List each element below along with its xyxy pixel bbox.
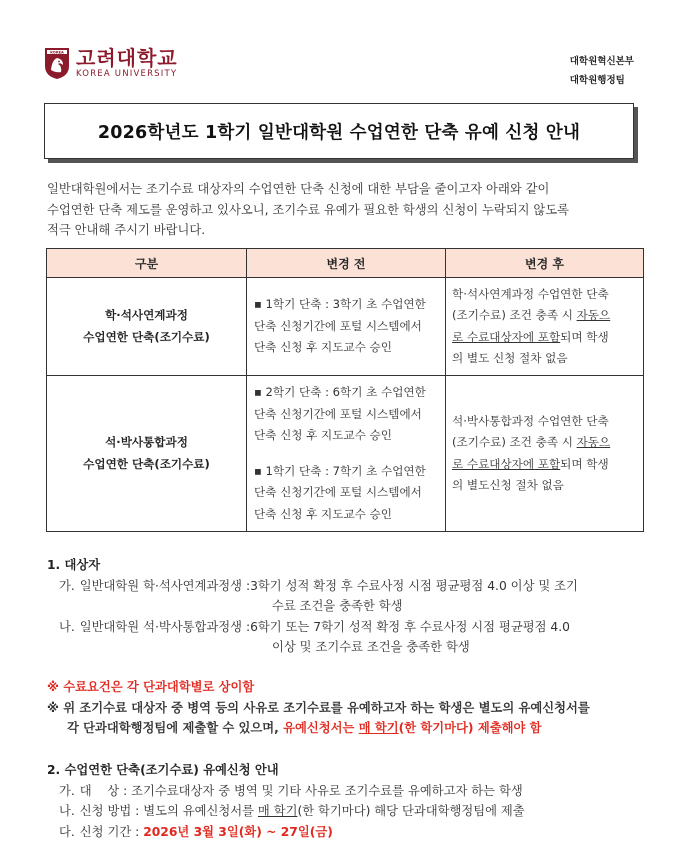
list-item	[59, 822, 647, 843]
after-underlined-text: 자동으	[576, 308, 611, 322]
item-label: 신청 방법 :	[79, 804, 144, 818]
note-requirements: ※ 수료요건은 각 단과대학별로 상이함	[47, 680, 255, 694]
item-label: 일반대학원 학·석사연계과정생 :	[79, 578, 251, 593]
section-deferral-guide	[47, 760, 647, 842]
list-item	[59, 801, 647, 822]
before-line: 단축 신청 후 지도교수 승인	[254, 428, 392, 442]
category-line: 수업연한 단축(조기수료)	[83, 329, 210, 344]
table-row	[47, 278, 644, 376]
after-text: 되며 학생	[560, 456, 609, 471]
list-item	[59, 781, 647, 802]
logo-english-text: KOREA UNIVERSITY	[76, 68, 178, 79]
table-header-row	[47, 249, 644, 278]
note-red-text: (한 학기마다) 제출해야 함	[398, 721, 542, 735]
intro-line: 수업연한 단축 제도를 운영하고 있사오니, 조기수료 유예가 필요한 학생의 신청이 누락되지 않도록	[47, 202, 570, 217]
before-line: ▪ 2학기 단축 : 6학기 초 수업연한	[254, 385, 426, 399]
logo-korean-text: 고려대학교	[76, 45, 178, 70]
before-line: 단축 신청 후 지도교수 승인	[254, 506, 392, 521]
after-text: (조기수료) 조건 충족 시	[452, 308, 577, 322]
item-label: 대 상 :	[79, 783, 132, 798]
after-text: (조기수료) 조건 충족 시	[452, 435, 577, 449]
dept-line-1: 대학원혁신본부	[569, 56, 634, 67]
application-period: 2026년 3월 3일(화) ~ 27일(금)	[143, 824, 333, 839]
category-cell	[47, 376, 247, 532]
after-line	[452, 327, 637, 349]
item-text: 6학기 또는 7학기 성적 확정 후 수료사정 시점 평균평점 4.0	[250, 619, 570, 634]
before-line: 단축 신청기간에 포털 시스템에서	[254, 485, 422, 499]
before-line: 단축 신청 후 지도교수 승인	[254, 340, 392, 355]
item-underlined-text: 매 학기	[257, 804, 298, 818]
after-line: 의 별도 신청 절차 없음	[452, 351, 568, 365]
note-deferral-continued	[47, 718, 647, 739]
category-line: 석·박사통합과정	[105, 435, 188, 449]
before-cell	[247, 278, 446, 376]
item-text: 조기수료대상자 중 병역 및 기타 사유로 조기수료를 유예하고자 하는 학생	[131, 783, 523, 798]
after-underlined-text: 자동으	[576, 435, 611, 449]
header-after: 변경 후	[446, 249, 644, 278]
section-heading: 1. 대상자	[47, 558, 101, 572]
after-line: 학·석사연계과정 수업연한 단축	[452, 286, 609, 301]
after-line	[452, 305, 637, 327]
header-category: 구분	[47, 249, 247, 278]
department-label	[570, 52, 634, 90]
note-red-text: 유예신청서는	[283, 721, 359, 735]
header	[44, 46, 644, 86]
title-box	[44, 103, 634, 159]
item-marker: 가.	[59, 578, 75, 593]
item-label: 일반대학원 석·박사통합과정생 :	[79, 619, 251, 634]
note-red-underlined: 매 학기	[358, 721, 399, 735]
before-line: ▪ 1학기 단축 : 7학기 초 수업연한	[254, 463, 426, 478]
before-line: ▪ 1학기 단축 : 3학기 초 수업연한	[254, 297, 426, 312]
university-seal-icon	[44, 46, 70, 80]
intro-line: 일반대학원에서는 조기수료 대상자의 수업연한 단축 신청에 대한 부담을 줄이고자 아래와 같이	[47, 182, 550, 196]
after-text: 되며 학생	[560, 329, 609, 344]
item-label: 신청 기간 :	[79, 824, 144, 839]
note-deferral: ※ 위 조기수료 대상자 중 병역 등의 사유로 조기수료를 유예하고자 하는 학생은 별도의 유예신청서를	[47, 700, 590, 715]
section-eligibility	[47, 555, 647, 658]
before-line: 단축 신청기간에 포털 시스템에서	[254, 318, 422, 333]
note-text: 각 단과대학행정팀에 제출할 수 있으며,	[67, 721, 284, 735]
item-text-continued: 수료 조건을 충족한 학생	[272, 599, 403, 613]
after-line	[452, 454, 637, 476]
list-item	[59, 617, 647, 638]
seal-text: KOREA	[50, 50, 64, 55]
intro-paragraph	[47, 179, 647, 241]
after-line	[452, 432, 637, 454]
category-line: 학·석사연계과정	[105, 308, 188, 322]
section-heading: 2. 수업연한 단축(조기수료) 유예신청 안내	[47, 763, 279, 777]
university-logo	[44, 46, 178, 80]
page-title: 2026학년도 1학기 일반대학원 수업연한 단축 유예 신청 안내	[97, 122, 581, 143]
after-cell	[446, 376, 644, 532]
dept-line-2: 대학원행정팀	[569, 75, 625, 86]
item-text: 별도의 유예신청서를	[143, 804, 258, 818]
after-underlined-text: 로 수료대상자에 포함	[452, 456, 561, 471]
after-line: 의 별도신청 절차 없음	[452, 478, 564, 492]
header-before: 변경 전	[247, 249, 446, 278]
category-line: 수업연한 단축(조기수료)	[83, 456, 210, 471]
item-marker: 가.	[59, 783, 75, 798]
item-text: 3학기 성적 확정 후 수료사정 시점 평균평점 4.0 이상 및 조기	[250, 578, 578, 593]
after-line: 석·박사통합과정 수업연한 단축	[452, 413, 609, 428]
notes	[47, 677, 647, 739]
category-cell	[47, 278, 247, 376]
intro-line: 적극 안내해 주시기 바랍니다.	[47, 223, 206, 237]
table-row	[47, 376, 644, 532]
item-marker: 다.	[59, 824, 75, 839]
comparison-table	[46, 248, 644, 532]
before-cell	[247, 376, 446, 532]
before-line: 단축 신청기간에 포털 시스템에서	[254, 406, 422, 421]
after-underlined-text: 로 수료대상자에 포함	[452, 329, 561, 344]
after-cell	[446, 278, 644, 376]
item-marker: 나.	[59, 619, 75, 634]
list-item	[59, 576, 647, 597]
item-text-continued: 이상 및 조기수료 조건을 충족한 학생	[272, 640, 470, 654]
item-marker: 나.	[59, 804, 75, 818]
item-text: (한 학기마다) 해당 단과대학행정팀에 제출	[297, 804, 525, 818]
